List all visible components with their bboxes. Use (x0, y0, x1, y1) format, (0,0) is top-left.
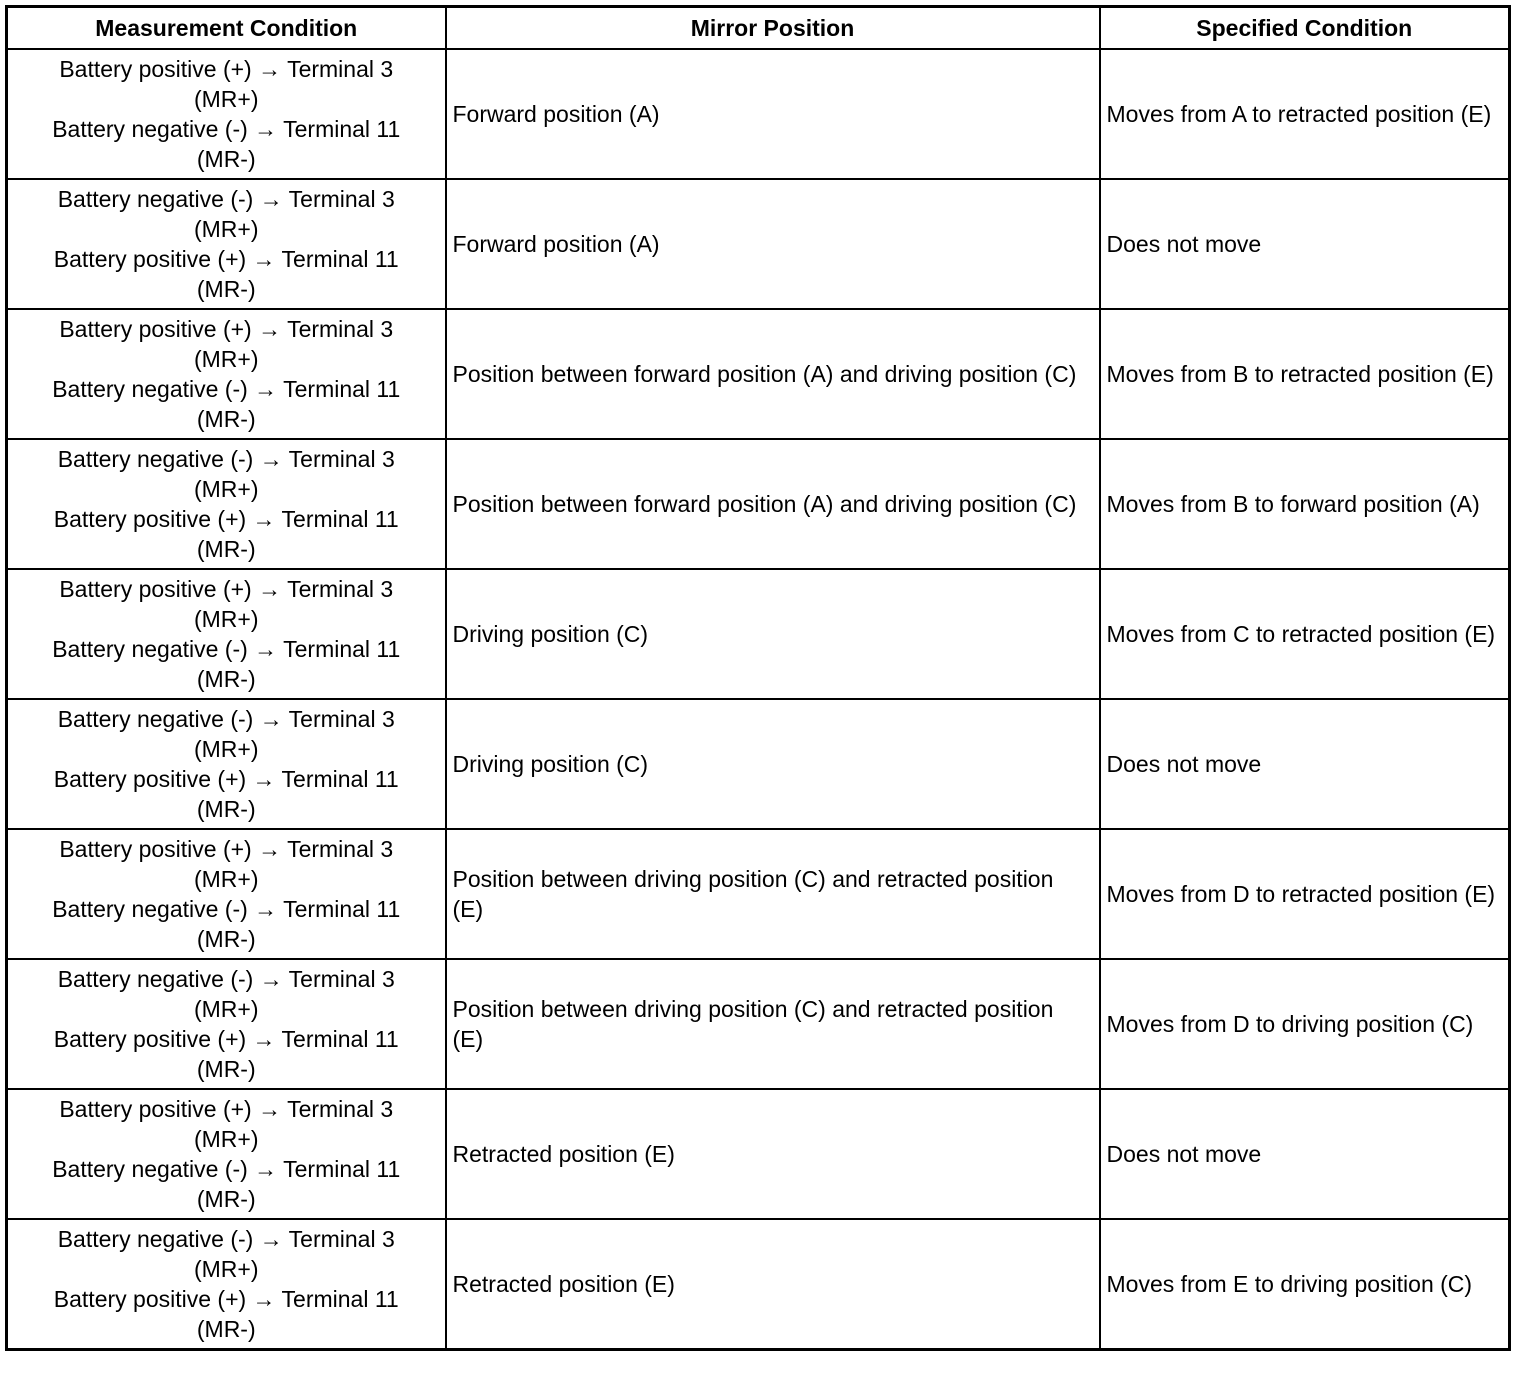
condition-line: Battery negative (-) → Terminal 11 (52, 116, 401, 142)
condition-line: (MR-) (196, 926, 256, 952)
table-row (7, 439, 1510, 569)
condition-line: Battery positive (+) → Terminal 11 (53, 246, 399, 272)
specified-condition-cell: Does not move (1100, 1089, 1510, 1219)
condition-line: Battery negative (-) → Terminal 11 (52, 896, 401, 922)
condition-line: Battery positive (+) → Terminal 3 (59, 56, 394, 82)
condition-line: (MR-) (196, 1186, 256, 1212)
mirror-position-cell: Position between forward position (A) and driving position (C) (446, 309, 1100, 439)
measurement-condition-cell (7, 1089, 446, 1219)
measurement-condition-cell (7, 829, 446, 959)
condition-line: Battery negative (-) → Terminal 11 (52, 376, 401, 402)
specified-condition-cell: Moves from D to driving position (C) (1100, 959, 1510, 1089)
condition-line: Battery positive (+) → Terminal 11 (53, 506, 399, 532)
table-row (7, 959, 1510, 1089)
condition-line: Battery positive (+) → Terminal 11 (53, 1286, 399, 1312)
specified-condition-cell: Moves from E to driving position (C) (1100, 1219, 1510, 1350)
table-row (7, 179, 1510, 309)
mirror-position-cell: Retracted position (E) (446, 1089, 1100, 1219)
condition-line: (MR+) (193, 1256, 259, 1282)
measurement-condition-cell (7, 959, 446, 1089)
table-row (7, 1089, 1510, 1219)
table-header-row (7, 7, 1510, 50)
condition-line: (MR-) (196, 666, 256, 692)
condition-line: Battery negative (-) → Terminal 3 (57, 446, 395, 472)
condition-line: (MR-) (196, 1056, 256, 1082)
measurement-condition-cell (7, 49, 446, 179)
mirror-position-cell: Retracted position (E) (446, 1219, 1100, 1350)
condition-line: Battery positive (+) → Terminal 11 (53, 1026, 399, 1052)
table-row (7, 49, 1510, 179)
measurement-condition-cell (7, 179, 446, 309)
condition-line: (MR+) (193, 346, 259, 372)
specified-condition-cell: Moves from C to retracted position (E) (1100, 569, 1510, 699)
condition-line: Battery positive (+) → Terminal 3 (59, 836, 394, 862)
condition-line: (MR-) (196, 536, 256, 562)
specified-condition-cell: Moves from A to retracted position (E) (1100, 49, 1510, 179)
mirror-position-cell: Position between driving position (C) and retracted position (E) (446, 959, 1100, 1089)
mirror-position-cell: Forward position (A) (446, 49, 1100, 179)
condition-line: (MR-) (196, 146, 256, 172)
condition-line: (MR-) (196, 1316, 256, 1342)
condition-line: (MR+) (193, 1126, 259, 1152)
table-body (7, 49, 1510, 1350)
condition-line: (MR+) (193, 866, 259, 892)
measurement-condition-cell (7, 1219, 446, 1350)
header-mirror-position: Mirror Position (446, 7, 1100, 50)
specified-condition-cell: Moves from D to retracted position (E) (1100, 829, 1510, 959)
table-row (7, 829, 1510, 959)
mirror-position-cell: Position between driving position (C) and retracted position (E) (446, 829, 1100, 959)
table-row (7, 569, 1510, 699)
measurement-condition-cell (7, 569, 446, 699)
condition-line: (MR+) (193, 996, 259, 1022)
mirror-position-cell: Driving position (C) (446, 569, 1100, 699)
condition-line: Battery negative (-) → Terminal 3 (57, 966, 395, 992)
condition-line: (MR-) (196, 406, 256, 432)
condition-line: (MR+) (193, 736, 259, 762)
condition-line: (MR-) (196, 796, 256, 822)
condition-line: Battery negative (-) → Terminal 11 (52, 636, 401, 662)
mirror-position-cell: Driving position (C) (446, 699, 1100, 829)
condition-line: (MR+) (193, 606, 259, 632)
condition-line: Battery negative (-) → Terminal 11 (52, 1156, 401, 1182)
measurement-condition-cell (7, 699, 446, 829)
mirror-inspection-table (5, 5, 1511, 1351)
condition-line: (MR+) (193, 216, 259, 242)
table-row (7, 699, 1510, 829)
table-row (7, 309, 1510, 439)
condition-line: Battery positive (+) → Terminal 3 (59, 316, 394, 342)
condition-line: (MR-) (196, 276, 256, 302)
header-specified-condition: Specified Condition (1100, 7, 1510, 50)
condition-line: Battery negative (-) → Terminal 3 (57, 186, 395, 212)
condition-line: Battery positive (+) → Terminal 3 (59, 576, 394, 602)
specified-condition-cell: Moves from B to retracted position (E) (1100, 309, 1510, 439)
measurement-condition-cell (7, 439, 446, 569)
specified-condition-cell: Moves from B to forward position (A) (1100, 439, 1510, 569)
measurement-condition-cell (7, 309, 446, 439)
specified-condition-cell: Does not move (1100, 699, 1510, 829)
condition-line: Battery positive (+) → Terminal 3 (59, 1096, 394, 1122)
specified-condition-cell: Does not move (1100, 179, 1510, 309)
mirror-position-cell: Forward position (A) (446, 179, 1100, 309)
condition-line: (MR+) (193, 476, 259, 502)
condition-line: Battery negative (-) → Terminal 3 (57, 706, 395, 732)
condition-line: (MR+) (193, 86, 259, 112)
header-measurement-condition: Measurement Condition (7, 7, 446, 50)
condition-line: Battery positive (+) → Terminal 11 (53, 766, 399, 792)
table-row (7, 1219, 1510, 1350)
mirror-position-cell: Position between forward position (A) and driving position (C) (446, 439, 1100, 569)
condition-line: Battery negative (-) → Terminal 3 (57, 1226, 395, 1252)
